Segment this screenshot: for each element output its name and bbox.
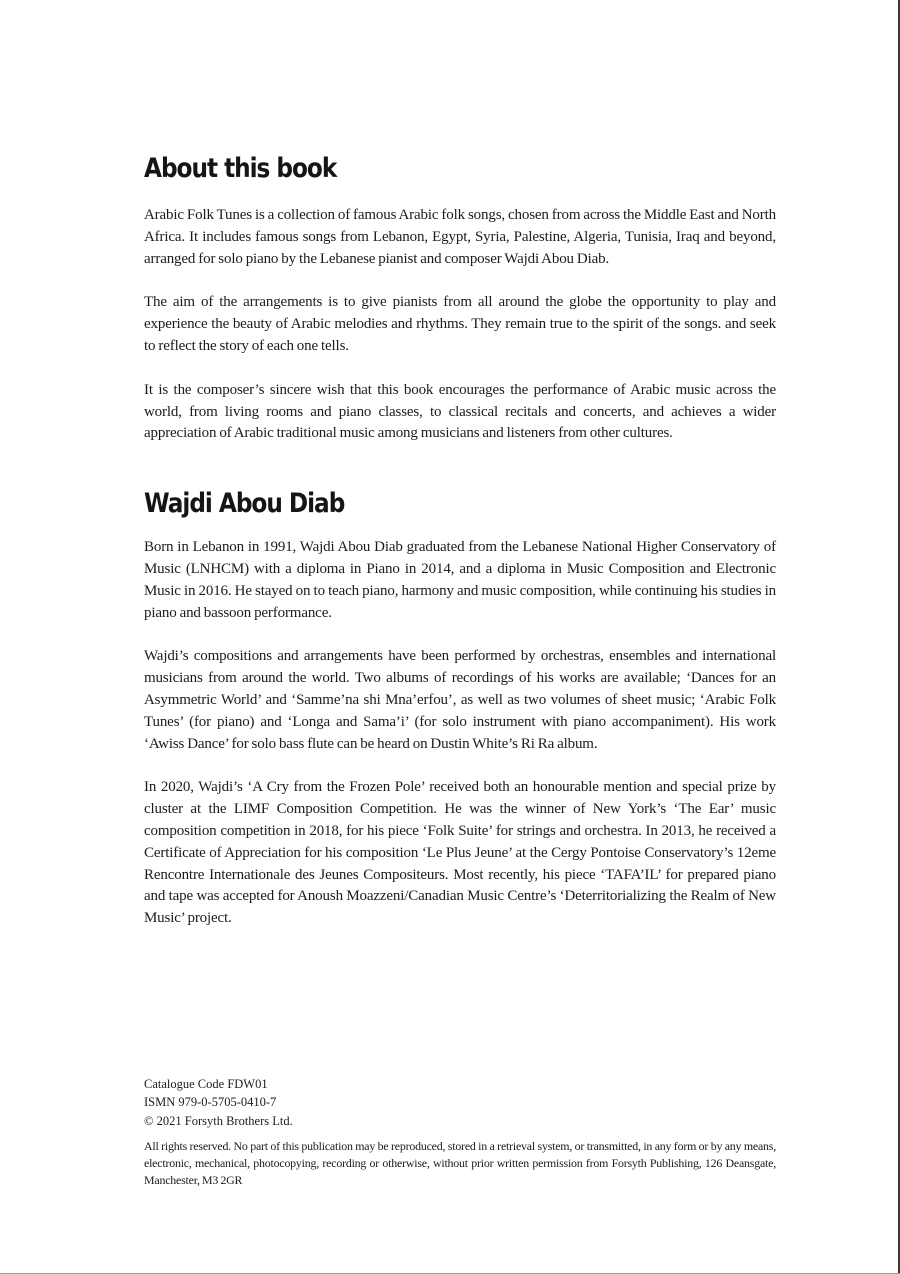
author-paragraph: In 2020, Wajdi’s ‘A Cry from the Frozen Pole’ received both an honourable mention and special prize by cluster at the LIMF Composition Competition. He was the winner of New York’s ‘The Ear’ music composition competition in 2018, for his piece ‘Folk Suite’ for strings and orchestra. In 2013, he received a Certificate of Appreciation for his composition ‘Le Plus Jeune’ at the Cergy Pontoise Conservatory’s 12eme Rencontre Internationale des Jeunes Compositeurs. Most recently, his piece ‘TAFA’IL’ for prepared piano and tape was accepted for Anoush Moazzeni/Canadian Music Centre’s ‘Deterritorializing the Realm of New Music’ project. [144,779,776,927]
author-heading: Wajdi Abou Diab [144,488,345,520]
copyright-notice: © 2021 Forsyth Brothers Ltd. [144,1113,293,1128]
about-paragraph: Arabic Folk Tunes is a collection of famous Arabic folk songs, chosen from across the Middle East and North Africa. It includes famous songs from Lebanon, Egypt, Syria, Palestine, Algeria, Tunisia, Iraq and beyond, arranged for solo piano by the Lebanese pianist and composer Wajdi Abou Diab. [144,207,776,267]
author-paragraph: Born in Lebanon in 1991, Wajdi Abou Diab graduated from the Lebanese National Higher Conservatory of Music (LNHCM) with a diploma in Piano in 2014, and a diploma in Music Composition and Electronic Music in 2016. He stayed on to teach piano, harmony and music composition, while continuing his studies in piano and bassoon performance. [144,539,776,621]
author-section [144,485,776,930]
author-paragraph: Wajdi’s compositions and arrangements have been performed by orchestras, ensembles and international musicians from around the world. Two albums of recordings of his works are available; ‘Dances for an Asymmetric World’ and ‘Samme’na shi Mna’erfou’, as well as two volumes of sheet music; ‘Arabic Folk Tunes’ (for piano) and ‘Longa and Sama’i’ (for solo instrument with piano accompaniment). His work ‘Awiss Dance’ for solo bass flute can be heard on Dustin White’s Ri Ra album. [144,648,776,752]
page-content [144,150,776,952]
about-section [144,150,776,445]
catalogue-code: Catalogue Code FDW01 [144,1077,268,1091]
ismn-number: ISMN 979-0-5705-0410-7 [144,1095,277,1110]
about-paragraph: It is the composer’s sincere wish that this book encourages the performance of Arabic music across the world, from living rooms and piano classes, to classical recitals and concerts, and achieves a wider appreciation of Arabic traditional music among musicians and listeners from other cultures. [144,381,776,442]
about-heading: About this book [144,153,337,184]
rights-statement: All rights reserved. No part of this publication may be reproduced, stored in a retrieval system, or transmitted, in any form or by any means, electronic, mechanical, photocopying, recording or otherwise, without prior written permission from Forsyth Publishing, 126 Deansgate, Manchester, M3 2GR [144,1138,776,1188]
about-paragraph: The aim of the arrangements is to give pianists from all around the globe the opportunity to play and experience the beauty of Arabic melodies and rhythms. They remain true to the spirit of the songs. and seek to reflect the story of each one tells. [144,294,776,354]
imprint-block [144,1075,776,1190]
